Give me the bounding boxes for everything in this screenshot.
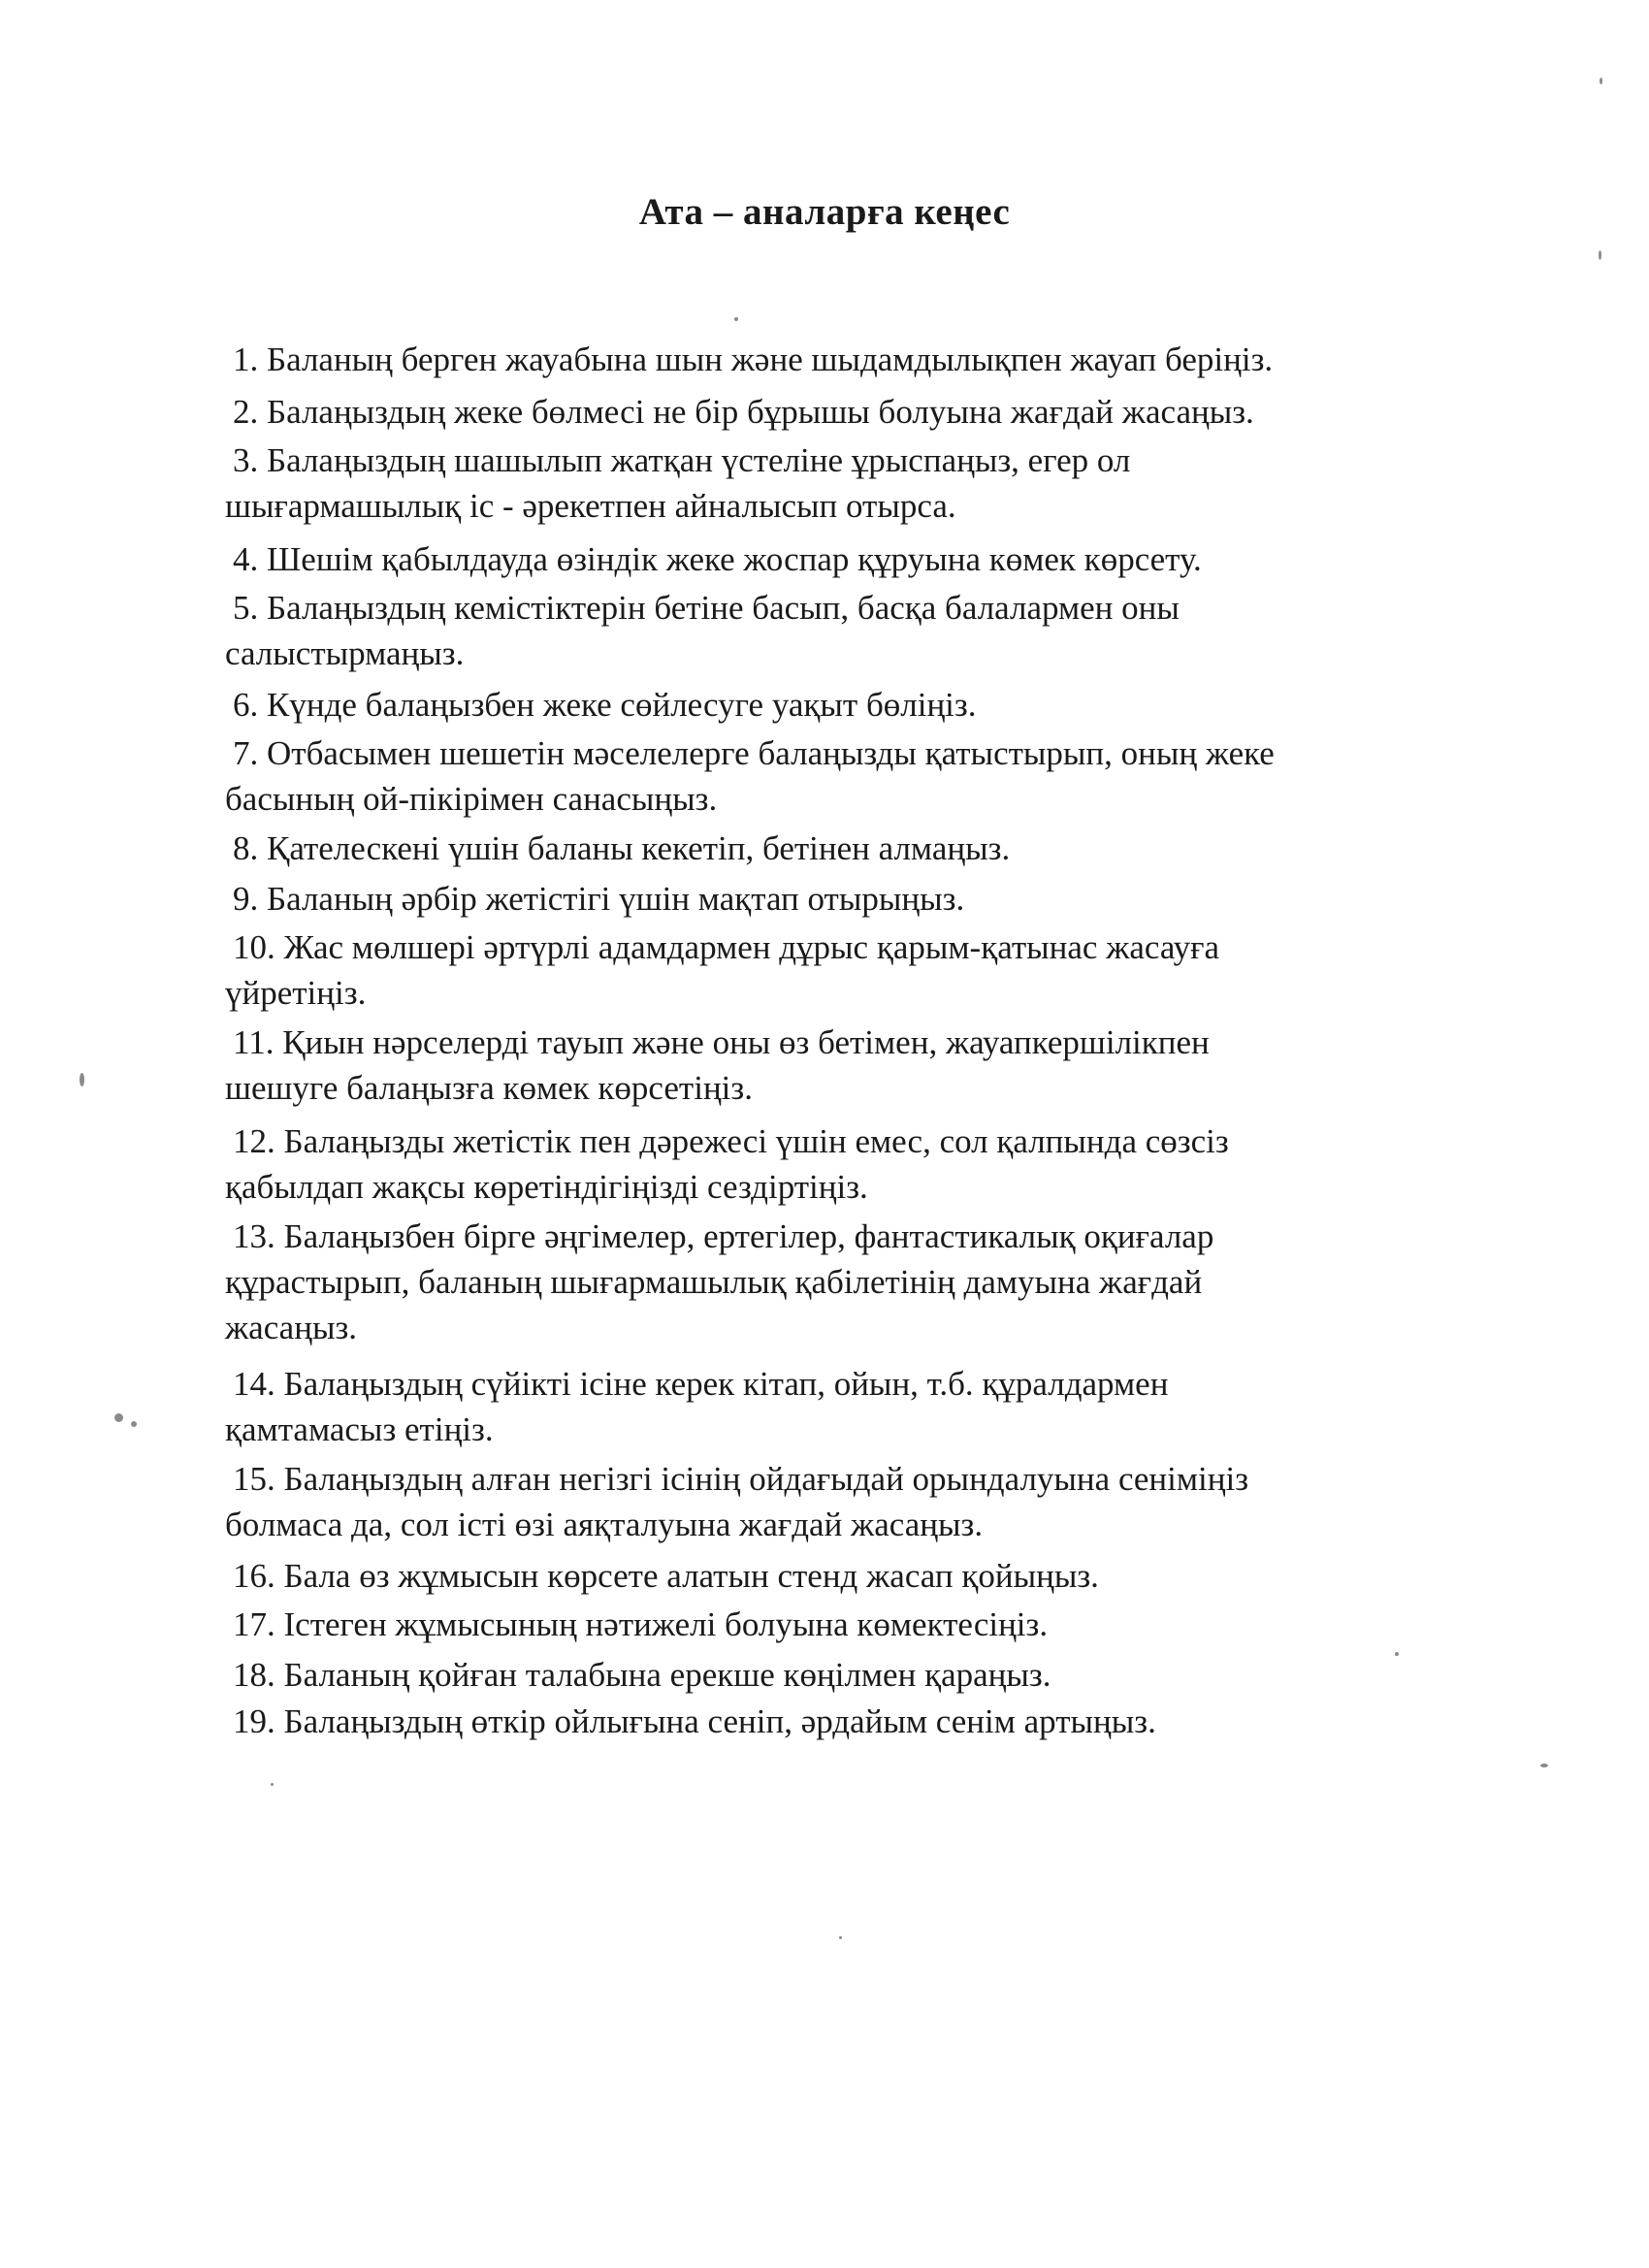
list-item-continuation: басының ой-пікірімен санасыңыз. xyxy=(225,780,718,818)
scan-speck xyxy=(1395,1652,1399,1656)
list-item xyxy=(233,1652,1494,1698)
list-item-continuation: үйретіңіз. xyxy=(225,974,367,1012)
list-item-continuation: болмаса да, сол істі өзі аяқталуына жағдай жасаңыз. xyxy=(225,1506,984,1543)
scan-speck xyxy=(1599,250,1601,260)
list-item-text: 6. Күнде балаңызбен жеке сөйлесуге уақыт бөліңіз. xyxy=(233,686,977,724)
scan-speck xyxy=(1540,1764,1548,1767)
list-item-text: 16. Бала өз жұмысын көрсете алатын стенд жасап қойыңыз. xyxy=(233,1557,1099,1595)
list-item xyxy=(225,585,1494,676)
list-item xyxy=(233,1602,1494,1647)
list-item xyxy=(225,1456,1494,1547)
list-item-text: 11. Қиын нәрселерді тауып және оны өз бетімен, жауапкершілікпен xyxy=(233,1023,1210,1061)
list-item xyxy=(233,826,1494,871)
list-item-continuation: жасаңыз. xyxy=(225,1309,358,1346)
scan-speck xyxy=(271,1783,274,1786)
list-item-text: 4. Шешім қабылдауда өзіндік жеке жоспар құруына көмек көрсету. xyxy=(233,540,1202,578)
list-item-text: 3. Балаңыздың шашылып жатқан үстеліне ұрыспаңыз, егер ол xyxy=(233,441,1131,479)
list-item-text: 19. Балаңыздың өткір ойлығына сеніп, әрдайым сенім артыңыз. xyxy=(233,1702,1156,1740)
list-item xyxy=(225,730,1494,822)
list-item-continuation: салыстырмаңыз. xyxy=(225,634,465,672)
scan-speck xyxy=(839,1936,842,1939)
list-item-text: 18. Баланың қойған талабына ерекше көңілмен қараңыз. xyxy=(233,1656,1051,1694)
list-item xyxy=(225,1214,1494,1350)
list-item xyxy=(233,536,1494,582)
list-item-continuation: шығармашылық іс - әрекетпен айналысып отырса. xyxy=(225,487,956,525)
list-item-text: 8. Қателескені үшін баланы кекетіп, бетінен алмаңыз. xyxy=(233,829,1011,867)
list-item-text: 13. Балаңызбен бірге әңгімелер, ертегілер, фантастикалық оқиғалар xyxy=(233,1217,1214,1255)
list-item xyxy=(233,389,1494,435)
page-title: Ата – аналарға кеңес xyxy=(638,191,1011,233)
list-item-text: 17. Істеген жұмысының нәтижелі болуына көмектесіңіз. xyxy=(233,1605,1049,1643)
list-item xyxy=(233,1699,1494,1744)
list-item-text: 1. Баланың берген жауабына шын және шыдамдылықпен жауап беріңіз. xyxy=(233,340,1274,378)
list-item-text: 7. Отбасымен шешетін мәселелерге балаңызды қатыстырып, оның жеке xyxy=(233,734,1275,772)
list-item-text: 15. Балаңыздың алған негізгі ісінің ойдағыдай орындалуына сеніміңіз xyxy=(233,1460,1249,1498)
list-item xyxy=(225,1361,1494,1452)
scan-speck xyxy=(734,317,738,321)
list-item xyxy=(225,1118,1494,1210)
list-item xyxy=(233,876,1494,922)
list-item-text: 2. Балаңыздың жеке бөлмесі не бір бұрышы болуына жағдай жасаңыз. xyxy=(233,393,1254,431)
list-item xyxy=(233,337,1494,382)
scan-speck xyxy=(80,1073,84,1086)
list-item xyxy=(225,437,1494,529)
list-item-text: 5. Балаңыздың кемістіктерін бетіне басып, басқа балалармен оны xyxy=(233,589,1180,627)
scan-speck xyxy=(114,1413,123,1422)
list-item-text: 14. Балаңыздың сүйікті ісіне керек кітап, ойын, т.б. құралдармен xyxy=(233,1365,1169,1403)
list-item-continuation: құрастырып, баланың шығармашылық қабілетінің дамуына жағдай xyxy=(225,1263,1203,1301)
list-item-text: 12. Балаңызды жетістік пен дәрежесі үшін емес, сол қалпында сөзсіз xyxy=(233,1122,1229,1160)
list-item-continuation: шешуге балаңызға көмек көрсетіңіз. xyxy=(225,1069,753,1107)
list-item-continuation: қабылдап жақсы көретіндігіңізді сездіртіңіз. xyxy=(225,1168,868,1206)
scan-speck xyxy=(131,1421,137,1427)
list-item xyxy=(233,1553,1494,1599)
scan-speck xyxy=(1600,78,1602,84)
list-item-text: 10. Жас мөлшері әртүрлі адамдармен дұрыс қарым-қатынас жасауға xyxy=(233,928,1220,966)
list-item-text: 9. Баланың әрбір жетістігі үшін мақтап отырыңыз. xyxy=(233,880,965,918)
list-item-continuation: қамтамасыз етіңіз. xyxy=(225,1410,494,1448)
list-item xyxy=(225,924,1494,1016)
list-item xyxy=(233,682,1494,728)
list-item xyxy=(225,1020,1494,1111)
